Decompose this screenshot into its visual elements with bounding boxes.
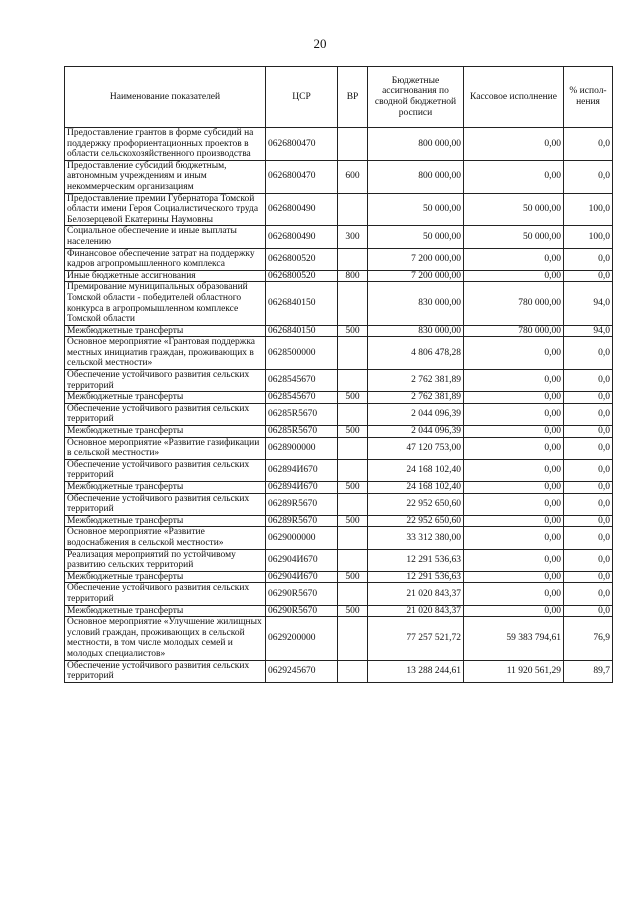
row-vr-code — [338, 193, 368, 226]
row-csr-code: 0626800490 — [266, 226, 338, 248]
row-executed-amount: 0,00 — [464, 605, 564, 617]
table-row — [65, 403, 613, 425]
row-assigned-amount: 24 168 102,40 — [368, 482, 464, 494]
row-executed-amount: 50 000,00 — [464, 226, 564, 248]
row-assigned-amount: 830 000,00 — [368, 282, 464, 325]
header-csr: ЦСР — [266, 67, 338, 128]
table-row — [65, 337, 613, 370]
row-csr-code: 0626840150 — [266, 325, 338, 337]
row-csr-code: 0629245670 — [266, 660, 338, 682]
row-assigned-amount: 2 762 381,89 — [368, 370, 464, 392]
row-name: Предоставление грантов в форме субсидий на поддержку профориентационных проектов в области сельскохозяйственного производства — [65, 128, 266, 161]
page-number: 20 — [313, 36, 327, 51]
row-vr-code: 500 — [338, 605, 368, 617]
row-percent: 0,0 — [564, 128, 613, 161]
row-executed-amount: 50 000,00 — [464, 193, 564, 226]
row-percent: 0,0 — [564, 493, 613, 515]
row-vr-code: 300 — [338, 226, 368, 248]
table-row — [65, 426, 613, 438]
row-name: Обеспечение устойчивого развития сельских территорий — [65, 493, 266, 515]
row-name: Предоставление премии Губернатора Томской области имени Героя Социалистического труда Белозерцевой Екатерины Наумовны — [65, 193, 266, 226]
row-name: Предоставление субсидий бюджетным, автономным учреждениям и иным некоммерческим организациям — [65, 160, 266, 193]
table-row — [65, 370, 613, 392]
row-assigned-amount: 47 120 753,00 — [368, 437, 464, 459]
row-csr-code: 062894И670 — [266, 482, 338, 494]
row-vr-code — [338, 527, 368, 549]
row-csr-code: 062904И670 — [266, 571, 338, 583]
row-percent: 76,9 — [564, 617, 613, 660]
row-name: Основное мероприятие «Улучшение жилищных условий граждан, проживающих в сельской местности, в том числе молодых семей и молодых специалистов» — [65, 617, 266, 660]
budget-execution-table — [64, 66, 613, 683]
table-row — [65, 160, 613, 193]
row-percent: 94,0 — [564, 282, 613, 325]
row-csr-code: 06289R5670 — [266, 493, 338, 515]
table-row — [65, 459, 613, 481]
row-assigned-amount: 77 257 521,72 — [368, 617, 464, 660]
row-vr-code — [338, 459, 368, 481]
row-executed-amount: 0,00 — [464, 370, 564, 392]
row-assigned-amount: 21 020 843,37 — [368, 605, 464, 617]
row-executed-amount: 11 920 561,29 — [464, 660, 564, 682]
row-csr-code: 0628500000 — [266, 337, 338, 370]
row-name: Основное мероприятие «Грантовая поддержка местных инициатив граждан, проживающих в сельской местности» — [65, 337, 266, 370]
row-csr-code: 0628545670 — [266, 392, 338, 404]
row-assigned-amount: 21 020 843,37 — [368, 583, 464, 605]
row-csr-code: 0626800490 — [266, 193, 338, 226]
row-assigned-amount: 22 952 650,60 — [368, 493, 464, 515]
row-vr-code: 600 — [338, 160, 368, 193]
row-vr-code — [338, 617, 368, 660]
row-vr-code — [338, 437, 368, 459]
header-assigned: Бюджетные ассигнования по сводной бюджетной росписи — [368, 67, 464, 128]
row-percent: 0,0 — [564, 370, 613, 392]
row-percent: 0,0 — [564, 248, 613, 270]
row-vr-code: 500 — [338, 482, 368, 494]
row-vr-code: 500 — [338, 515, 368, 527]
header-name: Наименование показателей — [65, 67, 266, 128]
row-executed-amount: 0,00 — [464, 493, 564, 515]
row-vr-code — [338, 660, 368, 682]
row-name: Обеспечение устойчивого развития сельских территорий — [65, 583, 266, 605]
row-executed-amount: 0,00 — [464, 426, 564, 438]
row-csr-code: 0626800470 — [266, 160, 338, 193]
row-executed-amount: 0,00 — [464, 403, 564, 425]
table-row — [65, 549, 613, 571]
row-name: Межбюджетные трансферты — [65, 325, 266, 337]
row-percent: 100,0 — [564, 226, 613, 248]
row-percent: 0,0 — [564, 459, 613, 481]
row-name: Обеспечение устойчивого развития сельских территорий — [65, 459, 266, 481]
table-row — [65, 128, 613, 161]
row-assigned-amount: 2 044 096,39 — [368, 426, 464, 438]
row-vr-code: 500 — [338, 392, 368, 404]
row-name: Межбюджетные трансферты — [65, 482, 266, 494]
row-csr-code: 0628545670 — [266, 370, 338, 392]
row-executed-amount: 0,00 — [464, 392, 564, 404]
row-assigned-amount: 24 168 102,40 — [368, 459, 464, 481]
table-row — [65, 270, 613, 282]
row-name: Обеспечение устойчивого развития сельских территорий — [65, 370, 266, 392]
row-percent: 0,0 — [564, 583, 613, 605]
row-name: Премирование муниципальных образований Томской области - победителей областного конкурса в агропромышленном комплексе Томской области — [65, 282, 266, 325]
table-row — [65, 583, 613, 605]
row-name: Реализация мероприятий по устойчивому развитию сельских территорий — [65, 549, 266, 571]
row-assigned-amount: 7 200 000,00 — [368, 248, 464, 270]
row-executed-amount: 0,00 — [464, 527, 564, 549]
table-row — [65, 493, 613, 515]
row-csr-code: 0626800470 — [266, 128, 338, 161]
row-executed-amount: 780 000,00 — [464, 282, 564, 325]
table-row — [65, 226, 613, 248]
row-vr-code: 500 — [338, 571, 368, 583]
row-name: Социальное обеспечение и иные выплаты населению — [65, 226, 266, 248]
row-name: Основное мероприятие «Развитие газификации в сельской местности» — [65, 437, 266, 459]
row-name: Межбюджетные трансферты — [65, 392, 266, 404]
row-csr-code: 0629000000 — [266, 527, 338, 549]
row-vr-code — [338, 370, 368, 392]
row-name: Иные бюджетные ассигнования — [65, 270, 266, 282]
row-csr-code: 06290R5670 — [266, 583, 338, 605]
table-row — [65, 527, 613, 549]
row-percent: 0,0 — [564, 527, 613, 549]
row-percent: 89,7 — [564, 660, 613, 682]
row-assigned-amount: 12 291 536,63 — [368, 571, 464, 583]
row-executed-amount: 0,00 — [464, 248, 564, 270]
row-executed-amount: 780 000,00 — [464, 325, 564, 337]
row-assigned-amount: 7 200 000,00 — [368, 270, 464, 282]
row-percent: 0,0 — [564, 437, 613, 459]
row-name: Межбюджетные трансферты — [65, 605, 266, 617]
row-assigned-amount: 2 762 381,89 — [368, 392, 464, 404]
row-percent: 0,0 — [564, 571, 613, 583]
table-row — [65, 392, 613, 404]
table-row — [65, 325, 613, 337]
row-vr-code — [338, 337, 368, 370]
row-percent: 0,0 — [564, 605, 613, 617]
row-csr-code: 0629200000 — [266, 617, 338, 660]
row-executed-amount: 0,00 — [464, 482, 564, 494]
row-vr-code: 500 — [338, 325, 368, 337]
table-row — [65, 515, 613, 527]
row-percent: 0,0 — [564, 426, 613, 438]
row-executed-amount: 59 383 794,61 — [464, 617, 564, 660]
row-assigned-amount: 13 288 244,61 — [368, 660, 464, 682]
row-vr-code: 500 — [338, 426, 368, 438]
row-vr-code — [338, 583, 368, 605]
table-row — [65, 605, 613, 617]
row-executed-amount: 0,00 — [464, 437, 564, 459]
row-csr-code: 06289R5670 — [266, 515, 338, 527]
row-assigned-amount: 22 952 650,60 — [368, 515, 464, 527]
row-executed-amount: 0,00 — [464, 160, 564, 193]
row-executed-amount: 0,00 — [464, 337, 564, 370]
row-vr-code — [338, 248, 368, 270]
row-vr-code — [338, 403, 368, 425]
row-percent: 0,0 — [564, 160, 613, 193]
row-name: Межбюджетные трансферты — [65, 426, 266, 438]
row-name: Межбюджетные трансферты — [65, 571, 266, 583]
row-executed-amount: 0,00 — [464, 270, 564, 282]
row-percent: 94,0 — [564, 325, 613, 337]
table-row — [65, 282, 613, 325]
row-vr-code — [338, 282, 368, 325]
row-name: Основное мероприятие «Развитие водоснабжения в сельской местности» — [65, 527, 266, 549]
row-assigned-amount: 50 000,00 — [368, 193, 464, 226]
row-percent: 0,0 — [564, 270, 613, 282]
table-row — [65, 193, 613, 226]
row-csr-code: 062894И670 — [266, 459, 338, 481]
row-name: Обеспечение устойчивого развития сельских территорий — [65, 403, 266, 425]
row-name: Межбюджетные трансферты — [65, 515, 266, 527]
row-csr-code: 0628900000 — [266, 437, 338, 459]
row-assigned-amount: 800 000,00 — [368, 160, 464, 193]
row-executed-amount: 0,00 — [464, 549, 564, 571]
header-percent: % испол-нения — [564, 67, 613, 128]
row-executed-amount: 0,00 — [464, 571, 564, 583]
row-executed-amount: 0,00 — [464, 583, 564, 605]
row-csr-code: 0626840150 — [266, 282, 338, 325]
row-csr-code: 06285R5670 — [266, 426, 338, 438]
row-percent: 0,0 — [564, 337, 613, 370]
row-assigned-amount: 4 806 478,28 — [368, 337, 464, 370]
row-percent: 0,0 — [564, 482, 613, 494]
row-assigned-amount: 800 000,00 — [368, 128, 464, 161]
row-assigned-amount: 33 312 380,00 — [368, 527, 464, 549]
row-assigned-amount: 830 000,00 — [368, 325, 464, 337]
row-csr-code: 0626800520 — [266, 270, 338, 282]
row-assigned-amount: 50 000,00 — [368, 226, 464, 248]
table-row — [65, 660, 613, 682]
row-executed-amount: 0,00 — [464, 459, 564, 481]
row-assigned-amount: 2 044 096,39 — [368, 403, 464, 425]
row-executed-amount: 0,00 — [464, 128, 564, 161]
row-percent: 0,0 — [564, 515, 613, 527]
table-row — [65, 482, 613, 494]
table-row — [65, 248, 613, 270]
row-vr-code — [338, 128, 368, 161]
table-row — [65, 617, 613, 660]
row-executed-amount: 0,00 — [464, 515, 564, 527]
row-csr-code: 062904И670 — [266, 549, 338, 571]
row-csr-code: 06290R5670 — [266, 605, 338, 617]
row-percent: 0,0 — [564, 392, 613, 404]
row-percent: 0,0 — [564, 549, 613, 571]
row-percent: 0,0 — [564, 403, 613, 425]
table-header-row — [65, 67, 613, 128]
header-executed: Кассовое исполнение — [464, 67, 564, 128]
row-csr-code: 06285R5670 — [266, 403, 338, 425]
table-row — [65, 437, 613, 459]
table-row — [65, 571, 613, 583]
row-name: Обеспечение устойчивого развития сельских территорий — [65, 660, 266, 682]
row-assigned-amount: 12 291 536,63 — [368, 549, 464, 571]
row-vr-code — [338, 549, 368, 571]
row-percent: 100,0 — [564, 193, 613, 226]
row-vr-code: 800 — [338, 270, 368, 282]
row-vr-code — [338, 493, 368, 515]
header-vr: ВР — [338, 67, 368, 128]
row-name: Финансовое обеспечение затрат на поддержку кадров агропромышленного комплекса — [65, 248, 266, 270]
row-csr-code: 0626800520 — [266, 248, 338, 270]
